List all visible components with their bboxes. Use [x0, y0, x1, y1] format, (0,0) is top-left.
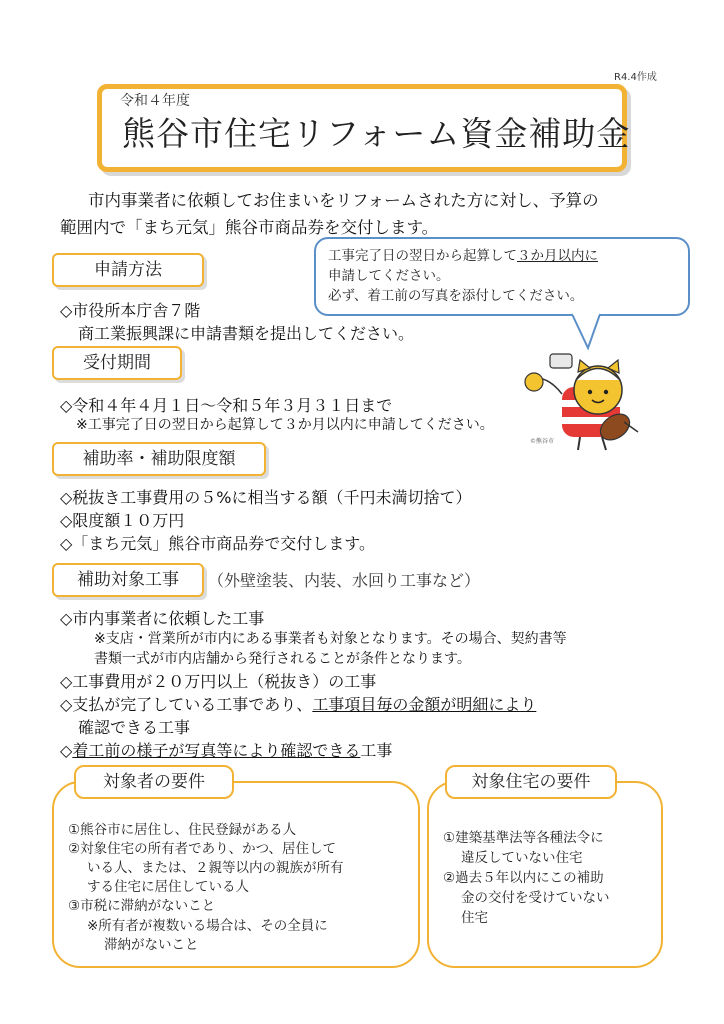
requirements-house-line-3: ②過去５年以内にこの補助: [443, 870, 604, 886]
requirements-person-line-4: する住宅に居住している人: [87, 879, 249, 895]
intro-line-2: 範囲内で「まち元気」熊谷市商品券を交付します。: [60, 218, 439, 237]
section-heading-apply: 申請方法: [52, 253, 204, 287]
intro-text: [60, 187, 670, 241]
requirements-house-line-4: 金の交付を受けていない: [461, 890, 610, 906]
bubble-tail: [570, 312, 610, 352]
apply-line-1: ◇市役所本庁舎７階: [60, 301, 201, 320]
apply-line-2: 商工業振興課に申請書類を提出してください。: [78, 324, 415, 343]
target-work-item-3a: ◇支払が完了している工事であり、: [60, 695, 313, 714]
target-work-note-2: 書類一式が市内店舗から発行されることが条件となります。: [94, 651, 471, 667]
intro-line-1: 市内事業者に依頼してお住まいをリフォームされた方に対し、予算の: [88, 191, 599, 210]
requirements-house-heading: 対象住宅の要件: [445, 765, 617, 799]
bubble-line-2: 申請してください。: [328, 268, 450, 284]
target-work-item-3c: 確認できる工事: [78, 718, 191, 737]
requirements-person-heading: 対象者の要件: [74, 765, 234, 799]
requirements-house-line-2: 違反していない住宅: [461, 850, 583, 866]
target-work-item-4c: 工事: [360, 741, 393, 760]
target-work-item-1: ◇市内事業者に依頼した工事: [60, 609, 265, 628]
bubble-line-1: [328, 246, 688, 266]
requirements-house-line-1: ①建築基準法等各種法令に: [443, 830, 604, 846]
requirements-person-line-1: ①熊谷市に居住し、住民登録がある人: [68, 822, 297, 838]
speech-bubble: [314, 237, 690, 316]
requirements-person-line-3: いる人、または、２親等以内の親族が所有: [87, 860, 344, 876]
rate-item-3: ◇「まち元気」熊谷市商品券で交付します。: [60, 534, 376, 553]
bubble-line-1a: 工事完了日の翌日から起算して: [328, 248, 517, 264]
requirements-person-line-7: 滞納がないこと: [104, 937, 199, 953]
title-year: 令和４年度: [120, 93, 190, 109]
requirements-person-line-2: ②対象住宅の所有者であり、かつ、居住して: [68, 841, 337, 857]
rate-item-1: ◇税抜き工事費用の５%に相当する額（千円未満切捨て）: [60, 488, 472, 507]
page-title: 熊谷市住宅リフォーム資金補助金: [122, 114, 631, 153]
rate-item-2: ◇限度額１０万円: [60, 511, 185, 530]
requirements-person-line-5: ③市税に滞納がないこと: [68, 898, 216, 914]
created-date: R4.4作成: [614, 72, 657, 83]
target-work-examples: （外壁塗装、内装、水回り工事など）: [208, 571, 481, 590]
bubble-line-1b: ３か月以内に: [517, 248, 598, 264]
target-work-item-3: [60, 692, 536, 715]
target-work-item-3b: 工事項目毎の金額が明細により: [312, 695, 537, 714]
target-work-item-4a: ◇: [60, 741, 73, 760]
target-work-note-1: ※支店・営業所が市内にある事業者も対象となります。その場合、契約書等: [94, 631, 567, 647]
period-note: ※工事完了日の翌日から起算して３か月以内に申請してください。: [76, 417, 494, 433]
target-work-item-2: ◇工事費用が２０万円以上（税抜き）の工事: [60, 672, 377, 691]
section-heading-rate: 補助率・補助限度額: [52, 442, 266, 476]
period-line-1: ◇令和４年４月１日～令和５年３月３１日まで: [60, 396, 393, 415]
target-work-item-4b: 着工前の様子が写真等により確認できる: [72, 741, 361, 760]
requirements-house-line-5: 住宅: [461, 910, 488, 926]
target-work-item-4: [60, 738, 392, 761]
requirements-person-line-6: ※所有者が複数いる場合は、その全員に: [87, 918, 328, 934]
section-heading-target-work: 補助対象工事: [52, 563, 204, 597]
mascot-copyright: ©熊谷市: [530, 438, 555, 445]
section-heading-period: 受付期間: [52, 346, 182, 380]
bubble-line-3: 必ず、着工前の写真を添付してください。: [328, 288, 584, 304]
